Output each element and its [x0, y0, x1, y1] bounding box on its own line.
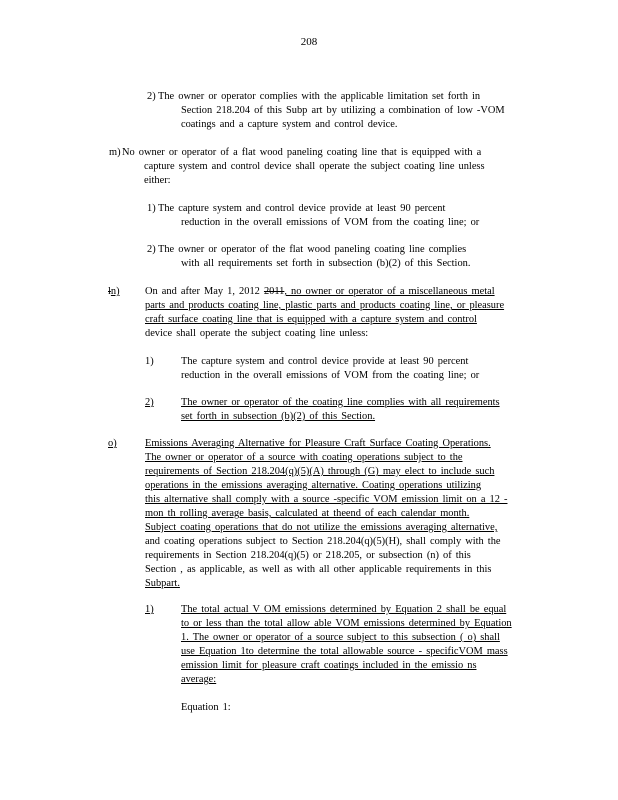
- text-line: The capture system and control device provide at least 90 percent: [181, 356, 469, 367]
- text-line: emission limit for pleasure craft coatings included in the emissio ns: [181, 660, 477, 671]
- text-line: The owner or operator of the flat wood paneling coating line complies: [158, 244, 467, 255]
- text-line: craft surface coating line that is equipped with a capture system and control: [145, 314, 477, 325]
- text-line: The total actual V OM emissions determined by Equation 2 shall be equal: [181, 604, 507, 615]
- struck-year: 2011: [263, 286, 285, 297]
- text-line: The owner or operator of the coating line complies with all requirements: [181, 397, 500, 408]
- text-line: reduction in the overall emissions of VOM from the coating line; or: [181, 370, 480, 381]
- subsection-m-label: m): [109, 147, 121, 158]
- page-number: 208: [300, 36, 318, 48]
- text-line: The owner or operator of a source with coating operations subject to the: [145, 452, 463, 463]
- item-1-label: 1): [145, 604, 154, 615]
- subsection-n-label: ln): [108, 286, 120, 297]
- text-line: to or less than the total allow able VOM emissions determined by Equation: [181, 618, 512, 629]
- item-2-label: 2): [147, 244, 156, 255]
- text-line: mon th rolling average basis, calculated at theend of each calendar month.: [145, 508, 470, 519]
- text-line: either:: [144, 175, 171, 186]
- text-line: The owner or operator complies with the applicable limitation set forth in: [158, 91, 481, 102]
- text-line: requirements of Section 218.204(q)(5)(A) through (G) may elect to include such: [145, 466, 495, 477]
- text-line: The capture system and control device provide at least 90 percent: [158, 203, 446, 214]
- item-1-label: 1): [147, 203, 156, 214]
- item-2-label: 2): [145, 397, 154, 408]
- text-line: Emissions Averaging Alternative for Pleasure Craft Surface Coating Operations.: [145, 438, 491, 449]
- text-line: parts and products coating line, plastic parts and products coating line, or pleasure: [145, 300, 505, 311]
- text-line: this alternative shall comply with a source -specific VOM emission limit on a 12 -: [145, 494, 508, 505]
- subsection-o-label: o): [108, 438, 117, 449]
- text-line: with all requirements set forth in subsection (b)(2) of this Section.: [181, 258, 471, 269]
- struck-label: l: [108, 286, 111, 297]
- item-1-label: 1): [145, 356, 154, 367]
- item-2-label: 2): [147, 91, 156, 102]
- text-line: operations in the emissions averaging alternative. Coating operations utilizing: [145, 480, 482, 491]
- text-line: average:: [181, 674, 217, 685]
- text-line: coatings and a capture system and control device.: [181, 119, 398, 130]
- equation-label: Equation 1:: [181, 702, 231, 713]
- text-line: device shall operate the subject coating line unless:: [145, 328, 369, 339]
- text-line: use Equation 1to determine the total allowable source - specificVOM mass: [181, 646, 508, 657]
- text-line: requirements in Section 218.204(q)(5) or 218.205, or subsection (n) of this: [145, 550, 471, 561]
- text-line: capture system and control device shall operate the subject coating line unless: [144, 161, 485, 172]
- text-line: reduction in the overall emissions of VOM from the coating line; or: [181, 217, 480, 228]
- text-line: set forth in subsection (b)(2) of this Section.: [181, 411, 376, 422]
- text-line: 1. The owner or operator of a source subject to this subsection ( o) shall: [181, 632, 500, 643]
- text-line: On and after May 1, 2012 2011, no owner or operator of a miscellaneous metal: [145, 286, 495, 297]
- text-line: No owner or operator of a flat wood paneling coating line that is equipped with a: [122, 147, 482, 158]
- text-line: Section 218.204 of this Subp art by utilizing a combination of low -VOM: [181, 105, 505, 116]
- text-line: Section , as applicable, as well as with all other applicable requirements in this: [145, 564, 492, 575]
- text-line: Subject coating operations that do not utilize the emissions averaging alternative,: [145, 522, 498, 533]
- text-line: Subpart.: [145, 578, 180, 589]
- text-line: and coating operations subject to Section 218.204(q)(5)(H), shall comply with the: [145, 536, 501, 547]
